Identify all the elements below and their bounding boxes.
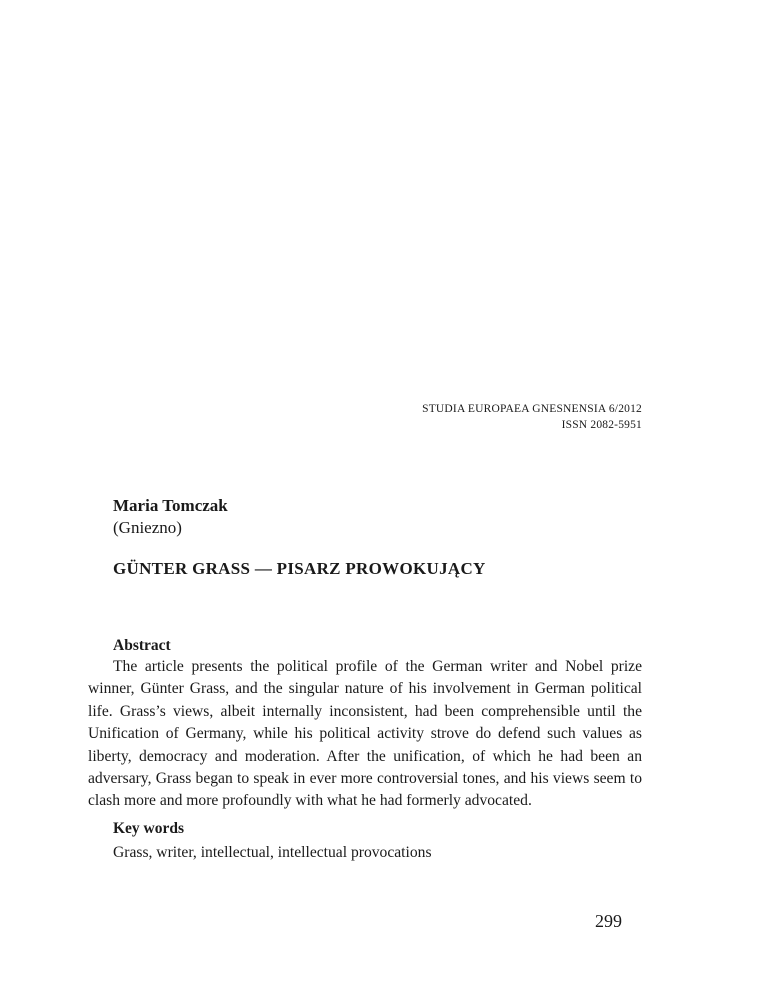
abstract-text-content: The article presents the political profile of the German writer and Nobel prize winner, Günter Grass, and the singular nature of his involvement in German political life. Grass’s views, albeit internally inconsistent, had been comprehensible until the Unification of Germany, while his political activity strove do defend such values as liberty, democracy and moderation. After the unification, of which he had been an adversary, Grass began to speak in ever more controversial tones, and his views seem to clash more and more profoundly with what he had formerly advocated. [88, 658, 642, 810]
journal-issn: ISSN 2082-5951 [561, 419, 642, 431]
journal-header [422, 401, 642, 433]
abstract-heading: Abstract [113, 637, 171, 654]
article-title: GÜNTER GRASS — PISARZ PROWOKUJĄCY [113, 559, 486, 578]
author-block [113, 495, 228, 539]
keywords-heading: Key words [113, 820, 185, 837]
author-name: Maria Tomczak [113, 496, 228, 515]
page-number: 299 [595, 911, 622, 931]
abstract-text [88, 656, 642, 813]
author-affiliation: (Gniezno) [113, 518, 182, 537]
keywords-text: Grass, writer, intellectual, intellectual provocations [113, 844, 432, 861]
journal-series: STUDIA EUROPAEA GNESNENSIA 6/2012 [422, 403, 642, 415]
